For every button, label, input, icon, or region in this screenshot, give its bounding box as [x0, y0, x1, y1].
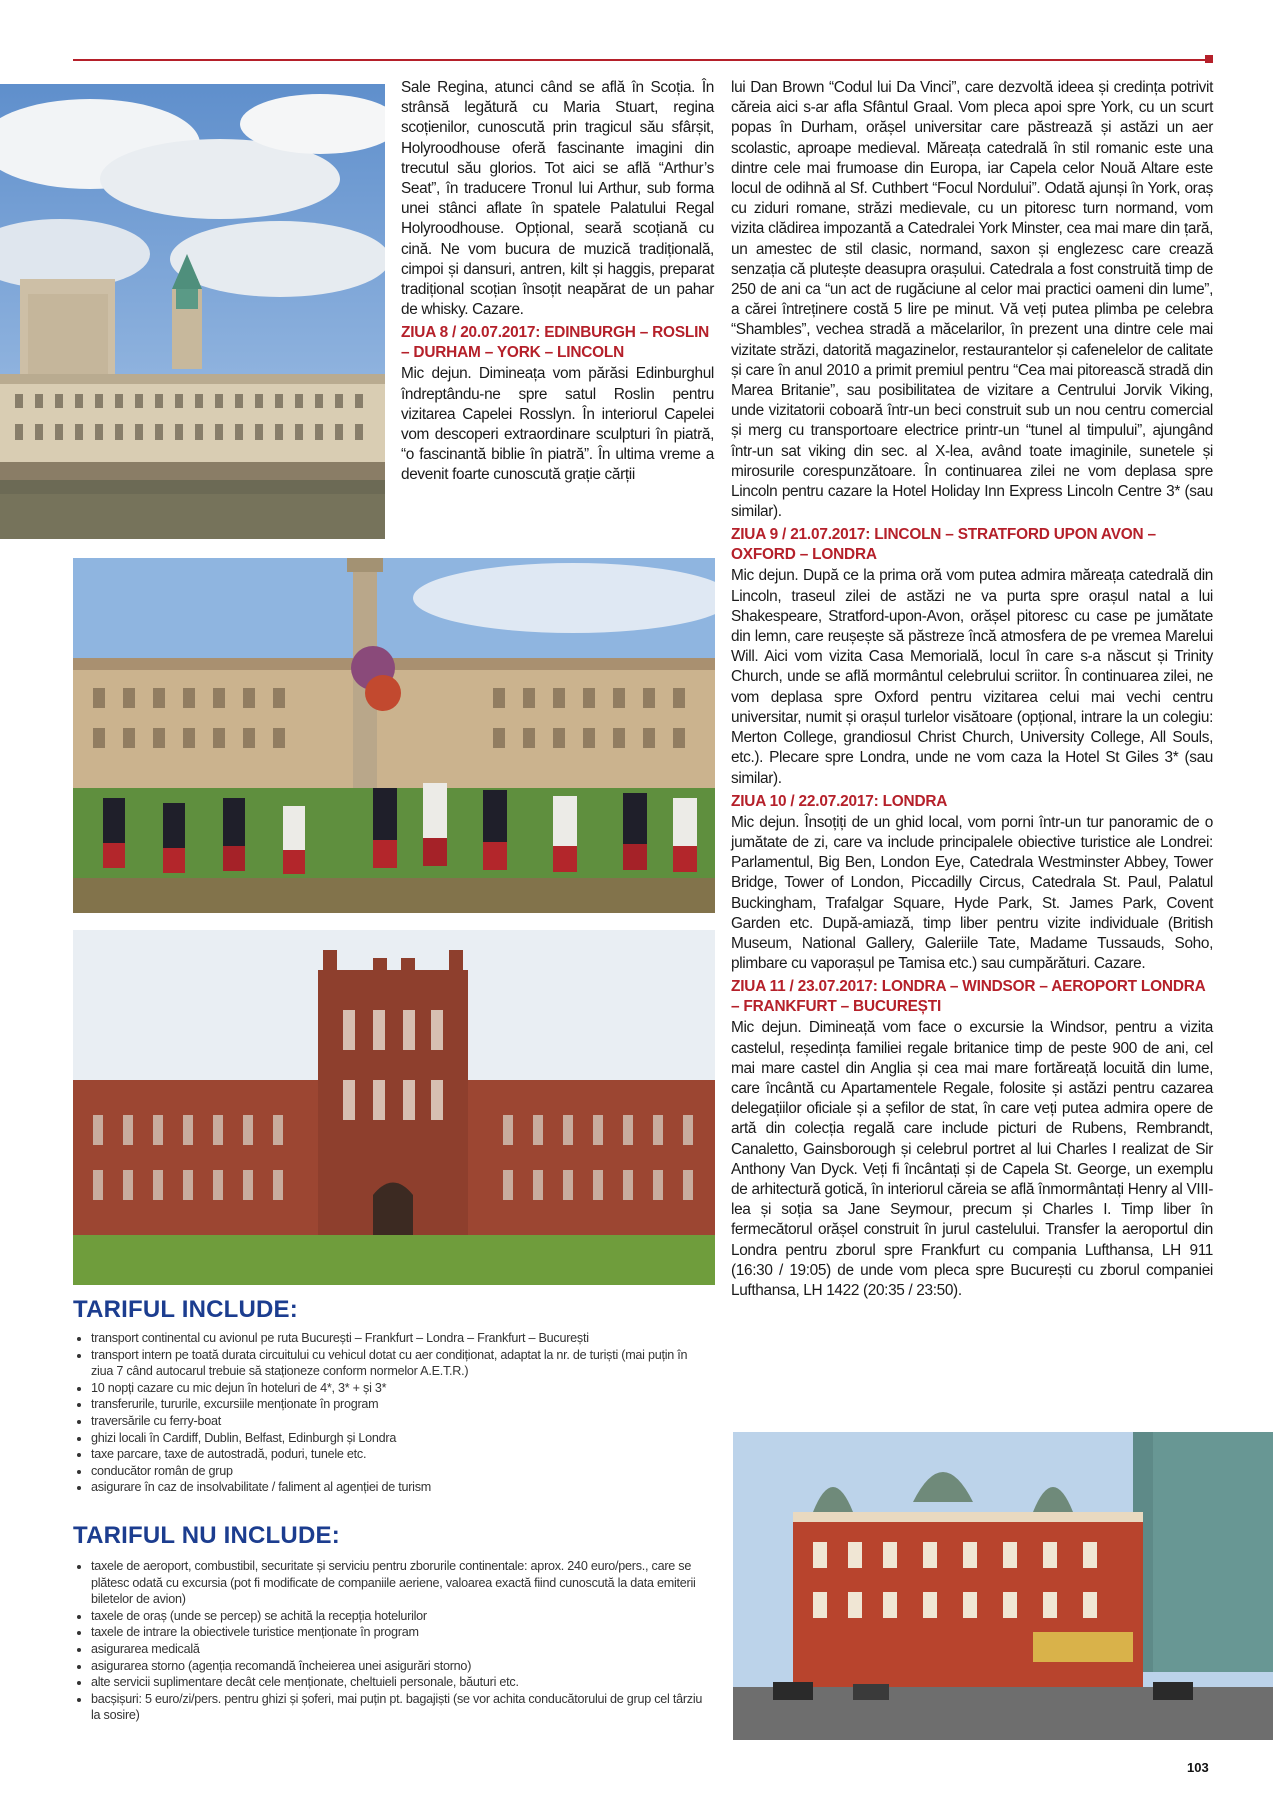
- photo-grand-opera-house: [733, 1432, 1273, 1740]
- day8-heading: ZIUA 8 / 20.07.2017: EDINBURGH – ROSLIN – DURHAM – YORK – LINCOLN: [401, 324, 710, 362]
- list-item: • traversările cu ferry-boat: [91, 1413, 691, 1430]
- tariful-nu-include-title: TARIFUL NU INCLUDE:: [73, 1522, 340, 1549]
- day11-paragraph: Mic dejun. Dimineață vom face o excursie la Windsor, pentru a vizita castelul, reședința familiei regale britanice timp de peste 900 de ani, cel mai mare castel din Anglia și cea mai mare fortăreață locuită din lume, care încântă cu Apartamentele Regale, folosite și astăzi pentru cazarea delegațiilor oficiale și a șefilor de stat, în care veți putea admira opere de artă din colecția regală care include picturi de Rubens, Rembrandt, Canaletto, Gainsborough și celebrul portret al lui Charles I realizat de Sir Anthony Van Dyck. Veți fi încântați și de Capela St. George, un exemplu de arhitectură gotică, în interiorul căreia se află înmormântați Henry al VIII-lea și soția sa Jane Seymour, precum și Charles I. Timp liber în fermecătorul orășel construit în jurul castelului. Transfer la aeroportul din Londra pentru zborul spre Frankfurt cu compania Lufthansa, LH 911 (16:30 / 19:05) de unde vom pleca spre București cu zborul companiei Lufthansa, LH 1422 (20:35 / 23:50).: [731, 1019, 1213, 1299]
- top-rule-square: [1205, 55, 1213, 63]
- column-right: [731, 78, 1213, 1301]
- day10-heading: ZIUA 10 / 22.07.2017: LONDRA: [731, 792, 948, 810]
- day11-heading: ZIUA 11 / 23.07.2017: LONDRA – WINDSOR – AEROPORT LONDRA – FRANKFURT – BUCUREȘTI: [731, 978, 1205, 1016]
- day10-paragraph: Mic dejun. Însoțiți de un ghid local, vom porni într-un tur panoramic de o jumătate de zi, care va include principalele obiective turistice ale Londrei: Parlamentul, Big Ben, London Eye, Catedrala Westminster Abbey, Tower Bridge, Tower of London, Piccadilly Circus, Catedrala St. Paul, Palatul Buckingham, Trafalgar Square, Hyde Park, St. James Park, Covent Garden etc. După-amiază, timp liber pentru vizite individuale (British Museum, National Gallery, Galeriile Tate, Madame Tussauds, Soho, plimbare cu vaporașul pe Tamisa etc.) sau cumpărături. Cazare.: [731, 813, 1213, 973]
- intro-paragraph: Sale Regina, atunci când se află în Scoția. În strânsă legătură cu Maria Stuart, regina scoțienilor, cunoscută prin tragicul său sfârșit, Holyroodhouse oferă fascinante imagini din trecutul său glorios. Tot aici se află “Arthur’s Seat”, în traducere Tronul lui Arthur, sub forma unei stânci aflate în spatele Palatului Regal Holyroodhouse. Opțional, seară scoțiană cu cină. Ne vom bucura de muzică tradițională, cimpoi și dansuri, antren, kilt și haggis, preparat tradițional scoțian însoțit neapărat de un pahar de whisky. Cazare.: [401, 79, 714, 319]
- list-item: • conducător român de grup: [91, 1463, 691, 1480]
- list-item: • transferurile, tururile, excursiile menționate în program: [91, 1396, 691, 1413]
- list-item: • transport continental cu avionul pe ruta București – Frankfurt – Londra – Frankfurt – București: [91, 1330, 691, 1347]
- list-item: • alte servicii suplimentare decât cele menționate, cheltuieli personale, băuturi etc.: [91, 1674, 711, 1691]
- photo-county-hall: [0, 84, 385, 539]
- list-item: • 10 nopți cazare cu mic dejun în hoteluri de 4*, 3* + și 3*: [91, 1380, 691, 1397]
- list-item: • taxele de intrare la obiectivele turistice menționate în program: [91, 1624, 711, 1641]
- list-item: • bacșișuri: 5 euro/zi/pers. pentru ghizi și șoferi, mai puțin pt. bagajiști (se vor achita conducătorului de grup cel târziu la sosire): [91, 1691, 711, 1724]
- photo-pipers-glasgow: [73, 558, 715, 913]
- list-item: • transport intern pe toată durata circuitului cu vehicul dotat cu aer condiționat, adaptat la nr. de turiști (mai puțin în ziua 7 când autocarul trebuie să staționeze conform normelor A.E.T.R.): [91, 1347, 691, 1380]
- photo-queens-university: [73, 930, 715, 1285]
- day9-heading: ZIUA 9 / 21.07.2017: LINCOLN – STRATFORD UPON AVON – OXFORD – LONDRA: [731, 526, 1156, 564]
- top-rule: [73, 59, 1211, 61]
- list-item: • taxele de aeroport, combustibil, securitate și serviciu pentru zborurile continentale: aprox. 240 euro/pers., care se plătesc odată cu excursia (pot fi modificate de companiile aeriene, valoarea exactă fiind cunoscută la data emiterii biletelor de avion): [91, 1558, 711, 1608]
- list-item: • taxe parcare, taxe de autostradă, poduri, tunele etc.: [91, 1446, 691, 1463]
- list-item: • asigurarea storno (agenția recomandă încheierea unei asigurări storno): [91, 1658, 711, 1675]
- tariful-nu-include-list: [73, 1558, 711, 1724]
- list-item: • asigurare în caz de insolvabilitate / faliment al agenției de turism: [91, 1479, 691, 1496]
- day8-continuation: lui Dan Brown “Codul lui Da Vinci”, care dezvoltă ideea și credința potrivit căreia aici s-ar afla Sfântul Graal. Vom pleca apoi spre York, cu un scurt popas în Durham, orășel universitar care păstrează și astăzi un aer scolastic, aproape medieval. Măreața catedrală în stil romanic este una dintre cele mai frumoase din Europa, iar Capela celor Nouă Altare este locul de odihnă al Sf. Cuthbert “Focul Nordului”. Odată ajunși în York, oraș cu ziduri romane, străzi medievale, cu un pitoresc turn normand, vom vizita clădirea impozantă a Catedralei York Minster, cea mai mare din țară, un amestec de stil clasic, normand, saxon și englezesc care crează senzația că plutește deasupra orașului. Catedrala a fost construită timp de 250 de ani ca “un act de rugăciune al celor mai practici oameni din lume”, a cărei întreținere costă 5 lire pe minut. Vă veți putea plimba pe celebra “Shambles”, vechea stradă a măcelarilor, în prezent una dintre cele mai vizitate străzi, datorită magazinelor, restaurantelor și cafenelelor de calitate și care în anul 2010 a primit premiul pentru “Cea mai pitorească stradă din Marea Britanie”, sau posibilitatea de vizitare a Centrului Jorvik Viking, unde vizitatorii coboară într-un beci construit sub un nou centru comercial și merg cu transportoare electrice printr-un “tunel al timpului”, ajungând într-un sat viking din sec. al X-lea, având toate imaginile, sunetele și mirosurile corespunzătoare. În continuarea zilei ne vom deplasa spre Lincoln pentru cazare la Hotel Holiday Inn Express Lincoln Centre 3* (sau similar).: [731, 79, 1213, 521]
- column-middle: [401, 78, 714, 486]
- list-item: • taxele de oraș (unde se percep) se achită la recepția hotelurilor: [91, 1608, 711, 1625]
- list-item: • asigurarea medicală: [91, 1641, 711, 1658]
- page-number: 103: [1187, 1760, 1209, 1775]
- day8-paragraph: Mic dejun. Dimineața vom părăsi Edinburghul îndreptându-ne spre satul Roslin pentru vizitarea Capelei Rosslyn. În interiorul Capelei vom descoperi extraordinare sculpturi în piatră, “o fascinantă biblie în piatră”. În ultima vreme a devenit foarte cunoscută grație cărții: [401, 365, 714, 484]
- day9-paragraph: Mic dejun. După ce la prima oră vom putea admira măreața catedrală din Lincoln, traseul zilei de astăzi ne va purta spre orașul natal a lui Shakespeare, Stratford-upon-Avon, orășel pitoresc cu case pe jumătate din lemn, care reușește să păstreze încă atmosfera de pe vremea Marelui Will. Aici vom vizita Casa Memorială, locul în care s-a născut și Trinity Church, unde se află mormântul celebrului scriitor. În continuarea zilei, ne vom deplasa spre Oxford pentru vizitarea celui mai vechi centru universitar, numit și orașul turlelor visătoare (opțional, intrare la un colegiu: Merton College, grandiosul Christ Church, University College, All Souls, etc.). Plecare spre Londra, unde ne vom caza la Hotel St Giles 3* (sau similar).: [731, 567, 1213, 787]
- tariful-include-title: TARIFUL INCLUDE:: [73, 1296, 298, 1323]
- tariful-include-list: [73, 1330, 691, 1496]
- list-item: • ghizi locali în Cardiff, Dublin, Belfast, Edinburgh și Londra: [91, 1430, 691, 1447]
